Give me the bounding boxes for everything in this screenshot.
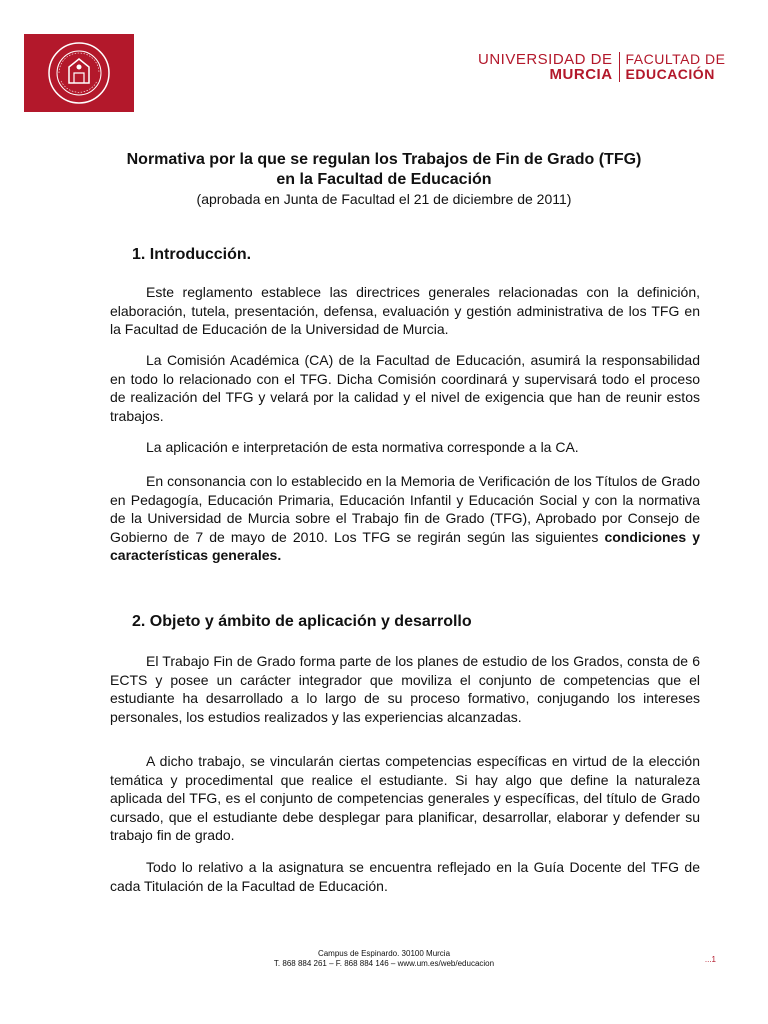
page-number: ...1 bbox=[704, 955, 716, 964]
document-title-block bbox=[0, 150, 768, 208]
faculty-line2: EDUCACIÓN bbox=[625, 66, 715, 82]
section-1-paragraph-3 bbox=[110, 438, 700, 457]
footer-address: Campus de Espinardo. 30100 Murcia bbox=[317, 949, 451, 958]
footer-contact: T. 868 884 261 – F. 868 884 146 – www.um.es/web/educacion bbox=[273, 959, 495, 968]
university-seal-icon bbox=[24, 34, 134, 112]
document-title-line1: Normativa por la que se regulan los Trabajos de Fin de Grado (TFG) bbox=[126, 151, 642, 168]
paragraph-text bbox=[110, 472, 700, 565]
faculty-name bbox=[619, 52, 726, 82]
university-name bbox=[478, 52, 619, 82]
document-subtitle: (aprobada en Junta de Facultad el 21 de diciembre de 2011) bbox=[196, 191, 572, 207]
university-line1: UNIVERSIDAD DE bbox=[478, 51, 613, 68]
section-1-paragraph-4 bbox=[110, 472, 700, 565]
section-2-paragraph-2 bbox=[110, 752, 700, 845]
section-2-heading: 2. Objeto y ámbito de aplicación y desarrollo bbox=[132, 613, 472, 630]
paragraph-text: La aplicación e interpretación de esta normativa corresponde a la CA. bbox=[146, 439, 579, 455]
paragraph-text-regular: En consonancia con lo establecido en la Memoria de Verificación de los Títulos de Grado en Pedagogía, Educación Primaria, Educación Infantil y Educación Social y con la normativa de la Universidad de Murcia sobre el Trabajo fin de Grado (TFG), Aprobado por Consejo de Gobierno de 7 de mayo de 2010. Los TFG se regirán según las siguientes bbox=[110, 473, 700, 545]
paragraph-text: A dicho trabajo, se vincularán ciertas competencias específicas en virtud de la elección temática y procedimental que realice el estudiante. Si hay algo que define la naturaleza aplicada del TFG, es el conjunto de competencias generales y específicas, del título de Grado cursado, que el estudiante debe desplegar para planificar, desarrollar, elaborar y defender su trabajo fin de grado. bbox=[110, 753, 700, 843]
paragraph-text-bold: condiciones y características generales. bbox=[110, 528, 700, 563]
page-footer bbox=[0, 949, 768, 969]
section-2-paragraph-1 bbox=[110, 652, 700, 726]
section-1-paragraph-2 bbox=[110, 351, 700, 425]
section-2-paragraph-3 bbox=[110, 858, 700, 895]
paragraph-text: Todo lo relativo a la asignatura se encuentra reflejado en la Guía Docente del TFG de cada Titulación de la Facultad de Educación. bbox=[110, 859, 700, 894]
university-line2: MURCIA bbox=[549, 66, 613, 83]
section-1-paragraph-1 bbox=[110, 283, 700, 339]
faculty-line1: FACULTAD DE bbox=[625, 51, 726, 67]
section-1-heading: 1. Introducción. bbox=[132, 246, 252, 263]
paragraph-text: Este reglamento establece las directrices generales relacionadas con la definición, elaboración, tutela, presentación, defensa, evaluación y gestión administrativa de los TFG en la Facultad de Educación de la Universidad de Murcia. bbox=[110, 284, 700, 337]
paragraph-text: El Trabajo Fin de Grado forma parte de los planes de estudio de los Grados, consta de 6 ECTS y posee un carácter integrador que moviliza el conjunto de competencias que el estudiante ha desarrollado a lo largo de su proceso formativo, conjugando los intereses personales, los estudios realizados y las experiencias alcanzadas. bbox=[110, 653, 700, 725]
document-title-line2: en la Facultad de Educación bbox=[276, 171, 492, 188]
university-logo bbox=[478, 52, 725, 82]
paragraph-text: La Comisión Académica (CA) de la Facultad de Educación, asumirá la responsabilidad en todo lo relacionado con el TFG. Dicha Comisión coordinará y supervisará todo el proceso de realización del TFG y velará por la calidad y el nivel de exigencia que han de reunir estos trabajos. bbox=[110, 352, 700, 424]
